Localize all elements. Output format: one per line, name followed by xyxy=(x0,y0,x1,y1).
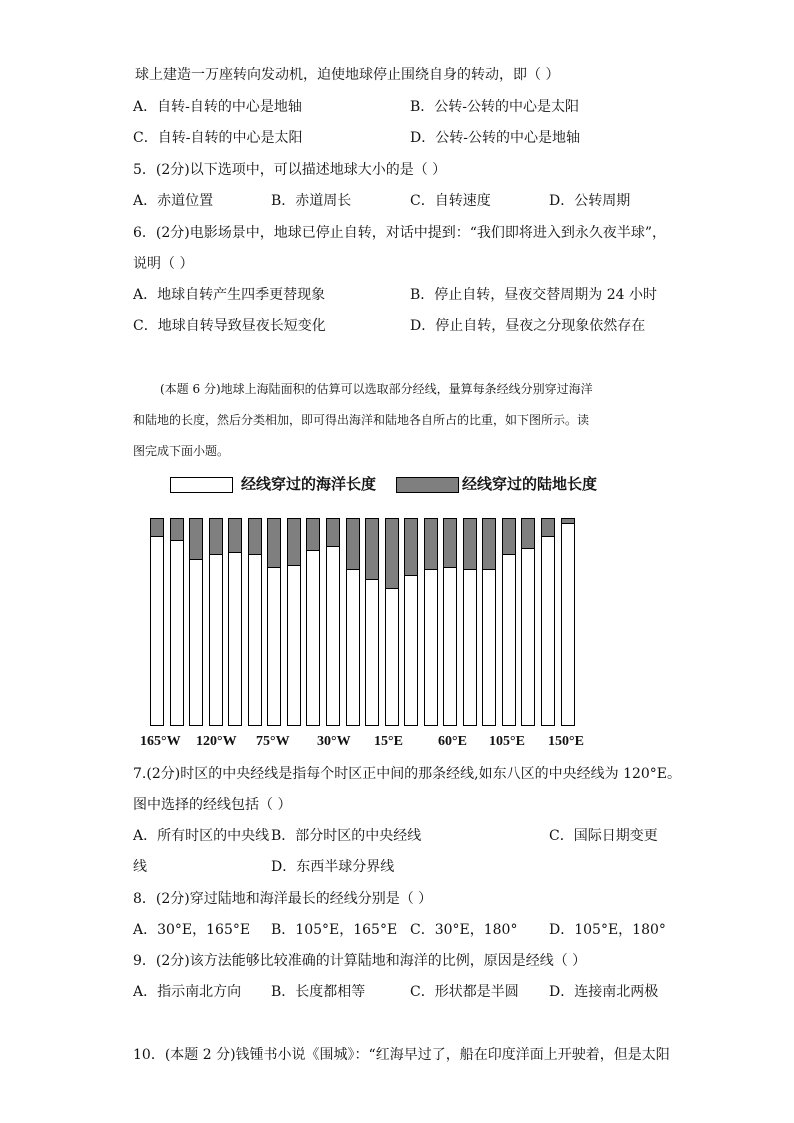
q8-option-c[interactable]: C．30°E，180° xyxy=(410,922,518,938)
q4-option-c[interactable]: C．自转-自转的中心是太阳 xyxy=(133,130,303,146)
bar-land-segment-8 xyxy=(307,519,319,551)
tick-label-165w: 165°W xyxy=(140,734,181,749)
bar-9 xyxy=(326,518,340,726)
q5-option-d[interactable]: D．公转周期 xyxy=(549,193,631,209)
bar-5 xyxy=(248,518,262,726)
bar-1 xyxy=(170,518,184,726)
q6-option-a[interactable]: A．地球自转产生四季更替现象 xyxy=(133,287,326,303)
bar-land-segment-6 xyxy=(268,519,280,568)
q5-option-a[interactable]: A．赤道位置 xyxy=(133,193,214,209)
bar-19 xyxy=(521,518,535,726)
bar-land-segment-20 xyxy=(542,519,554,537)
q6-stem-line1: 6．(2分)电影场景中，地球已停止自转，对话中提到：“我们即将进入到永久夜半球”， xyxy=(133,225,667,241)
bar-15 xyxy=(443,518,457,726)
q9-option-b[interactable]: B．长度都相等 xyxy=(271,984,366,1000)
bar-12 xyxy=(385,518,399,726)
q7-option-a[interactable]: A．所有时区的中央线 xyxy=(133,828,270,844)
bar-18 xyxy=(502,518,516,726)
q4-stem: 球上建造一万座转向发动机，迫使地球停止围绕自身的转动，即（ ） xyxy=(135,67,560,83)
tick-label-30w: 30°W xyxy=(317,734,351,749)
q8-stem: 8．(2分)穿过陆地和海洋最长的经线分别是（ ） xyxy=(133,891,433,907)
bar-land-segment-17 xyxy=(483,519,495,570)
tick-label-15e: 15°E xyxy=(374,734,403,749)
bar-17 xyxy=(482,518,496,726)
legend-ocean-label: 经线穿过的海洋长度 xyxy=(241,475,377,493)
tick-label-60e: 60°E xyxy=(438,734,467,749)
tick-label-150e: 150°E xyxy=(548,734,584,749)
q9-stem: 9．(2分)该方法能够比较准确的计算陆地和海洋的比例，原因是经线（ ） xyxy=(133,953,587,969)
q6-stem-line2: 说明（ ） xyxy=(133,256,194,272)
bar-2 xyxy=(189,518,203,726)
bar-land-segment-3 xyxy=(210,519,222,555)
bar-6 xyxy=(267,518,281,726)
bar-4 xyxy=(228,518,242,726)
q10-stem: 10．(本题 2 分)钱锺书小说《围城》：“红海早过了，船在印度洋面上开驶着，但是太阳 xyxy=(133,1047,670,1063)
bar-11 xyxy=(365,518,379,726)
q9-option-a[interactable]: A．指示南北方向 xyxy=(133,984,242,1000)
bar-land-segment-21 xyxy=(562,519,574,524)
bar-land-segment-11 xyxy=(366,519,378,580)
intro-line1: (本题 6 分)地球上海陆面积的估算可以选取部分经线，量算每条经线分别穿过海洋 xyxy=(160,382,593,396)
q6-option-c[interactable]: C．地球自转导致昼夜长短变化 xyxy=(133,318,326,334)
q6-option-b[interactable]: B．停止自转，昼夜交替周期为 24 小时 xyxy=(410,287,658,303)
q9-option-c[interactable]: C．形状都是半圆 xyxy=(410,984,519,1000)
q7-option-c-wrap[interactable]: 线 xyxy=(133,859,147,875)
bar-land-segment-10 xyxy=(347,519,359,570)
q8-option-d[interactable]: D．105°E，180° xyxy=(549,922,666,938)
bar-7 xyxy=(287,518,301,726)
bar-20 xyxy=(541,518,555,726)
tick-label-120w: 120°W xyxy=(196,734,237,749)
bar-13 xyxy=(404,518,418,726)
bar-21 xyxy=(561,518,575,726)
bar-0 xyxy=(150,518,164,726)
q5-option-b[interactable]: B．赤道周长 xyxy=(271,193,352,209)
q4-option-b[interactable]: B．公转-公转的中心是太阳 xyxy=(410,99,580,115)
q8-option-a[interactable]: A．30°E，165°E xyxy=(133,922,251,938)
q7-option-d[interactable]: D．东西半球分界线 xyxy=(271,859,395,875)
bar-land-segment-1 xyxy=(171,519,183,541)
bar-land-segment-15 xyxy=(444,519,456,568)
q8-option-b[interactable]: B．105°E，165°E xyxy=(271,922,398,938)
bar-land-segment-7 xyxy=(288,519,300,566)
q7-option-c[interactable]: C．国际日期变更 xyxy=(549,828,658,844)
bar-land-segment-4 xyxy=(229,519,241,553)
intro-line2: 和陆地的长度，然后分类相加，即可得出海洋和陆地各自所占的比重，如下图所示。读 xyxy=(133,413,590,427)
bar-land-segment-13 xyxy=(405,519,417,576)
legend-land-label: 经线穿过的陆地长度 xyxy=(462,475,598,493)
bar-3 xyxy=(209,518,223,726)
intro-line3: 图完成下面小题。 xyxy=(133,444,230,458)
q4-option-a[interactable]: A．自转-自转的中心是地轴 xyxy=(133,99,302,115)
bar-land-segment-12 xyxy=(386,519,398,589)
q5-stem: 5．(2分)以下选项中，可以描述地球大小的是（ ） xyxy=(133,162,447,178)
bar-8 xyxy=(306,518,320,726)
legend-land-swatch xyxy=(396,477,459,493)
legend-ocean-swatch xyxy=(170,477,233,493)
bar-land-segment-19 xyxy=(522,519,534,549)
q4-option-d[interactable]: D．公转-公转的中心是地轴 xyxy=(410,130,580,146)
q7-stem-line1: 7.(2分)时区的中央经线是指每个时区正中间的那条经线,如东八区的中央经线为 120°E。 xyxy=(133,766,682,782)
bar-land-segment-5 xyxy=(249,519,261,555)
q7-option-b[interactable]: B．部分时区的中央经线 xyxy=(271,828,422,844)
tick-label-75w: 75°W xyxy=(256,734,290,749)
tick-label-105e: 105°E xyxy=(489,734,525,749)
q6-option-d[interactable]: D．停止自转，昼夜之分现象依然存在 xyxy=(410,318,646,334)
q5-option-c[interactable]: C．自转速度 xyxy=(410,193,491,209)
bar-14 xyxy=(424,518,438,726)
bar-land-segment-18 xyxy=(503,519,515,555)
bar-10 xyxy=(346,518,360,726)
q9-option-d[interactable]: D．连接南北两极 xyxy=(549,984,659,1000)
bar-land-segment-16 xyxy=(464,519,476,570)
bar-land-segment-0 xyxy=(151,519,163,537)
bar-land-segment-14 xyxy=(425,519,437,570)
q7-stem-line2: 图中选择的经线包括（ ） xyxy=(133,797,292,813)
bar-land-segment-2 xyxy=(190,519,202,560)
bar-16 xyxy=(463,518,477,726)
bar-land-segment-9 xyxy=(327,519,339,547)
